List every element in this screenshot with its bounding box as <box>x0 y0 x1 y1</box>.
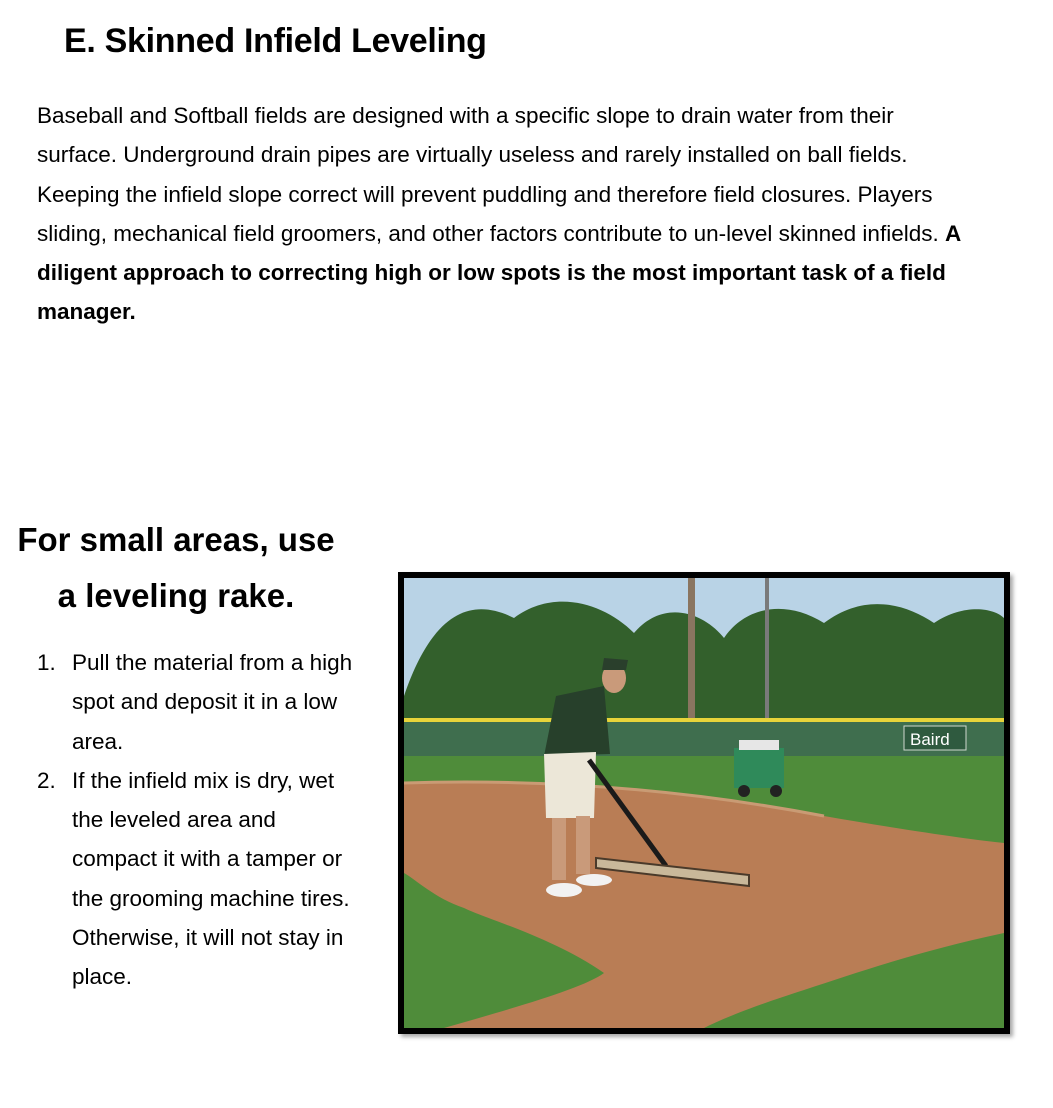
light-pole <box>688 578 695 728</box>
groomer-body <box>734 748 784 788</box>
tip-heading-line-2: a leveling rake. <box>57 577 295 614</box>
groomer-top <box>739 740 779 750</box>
left-shoe <box>546 883 582 897</box>
list-item <box>37 643 357 761</box>
section-heading: E. Skinned Infield Leveling <box>64 22 487 60</box>
step-number: 1. <box>37 650 56 675</box>
list-item <box>37 761 357 997</box>
step-number: 2. <box>37 767 56 793</box>
cap <box>602 658 628 670</box>
leveling-rake-photo <box>398 572 1010 1034</box>
step-text: If the infield mix is dry, wet the leveled area and compact it with a tamper or the grooming machine tires. Otherwise, it will not stay in place. <box>72 767 350 990</box>
fence-cap <box>404 718 1004 722</box>
right-shoe <box>576 874 612 886</box>
light-pole-far <box>765 578 769 728</box>
groomer-wheel <box>770 785 782 797</box>
left-leg <box>552 818 566 880</box>
tip-heading <box>0 512 352 624</box>
groomer-wheel <box>738 785 750 797</box>
intro-emphasis: A diligent approach to correcting high or low spots is the most important task of a field manager. <box>37 220 961 325</box>
intro-paragraph <box>37 96 977 332</box>
sponsor-sign-text: Baird <box>910 730 950 749</box>
steps-list <box>37 643 357 997</box>
photo-illustration <box>404 578 1004 1028</box>
intro-text: Baseball and Softball fields are designed with a specific slope to drain water from their surface. Underground drain pipes are virtually useless and rarely installed on ball fields. Keeping the infield slope correct will prevent puddling and therefore field closures. Players sliding, mechanical field groomers, and other factors contribute to un-level skinned infields. <box>37 103 945 246</box>
step-text: Pull the material from a high spot and deposit it in a low area. <box>72 650 353 754</box>
tip-heading-line-1: For small areas, use <box>17 521 335 558</box>
right-leg <box>576 816 590 874</box>
